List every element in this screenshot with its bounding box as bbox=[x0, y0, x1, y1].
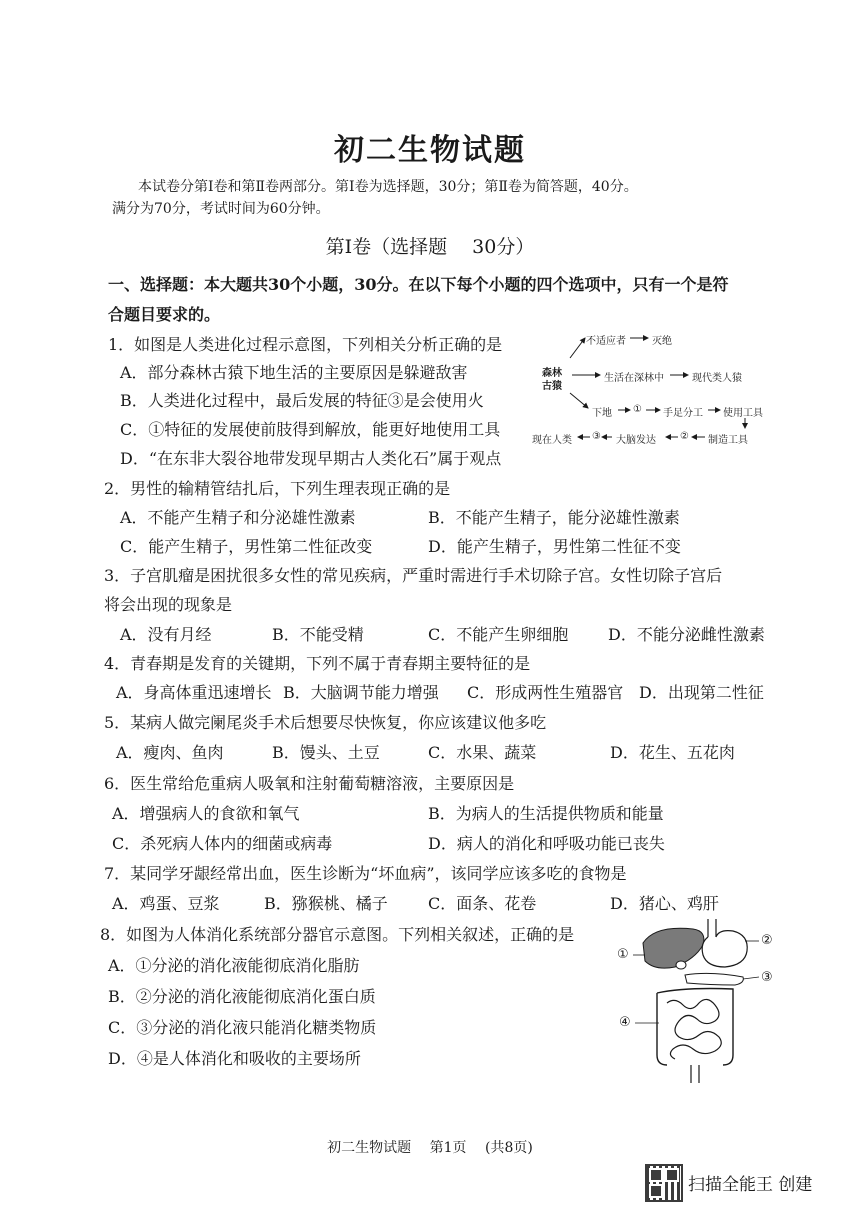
question-3-option-b: B．不能受精 bbox=[272, 625, 364, 644]
page-title: 初二生物试题 bbox=[334, 133, 526, 168]
question-4-option-b: B．大脑调节能力增强 bbox=[283, 683, 439, 702]
question-7-option-b: B．猕猴桃、橘子 bbox=[264, 894, 388, 913]
question-1-option-b: B．人类进化过程中，最后发展的特征③是会使用火 bbox=[120, 391, 484, 410]
evo-branch-top: 不适应者 bbox=[586, 336, 626, 347]
evo-step-3: ③ bbox=[592, 431, 601, 442]
question-5-option-b: B．馒头、土豆 bbox=[272, 743, 380, 762]
digestive-diagram bbox=[615, 915, 780, 1090]
digestive-label-4: ④ bbox=[619, 1015, 631, 1030]
question-5-option-c: C．水果、蔬菜 bbox=[428, 743, 537, 762]
question-2-option-c: C．能产生精子，男性第二性征改变 bbox=[120, 537, 373, 556]
question-8-option-a: A．①分泌的消化液能彻底消化脂肪 bbox=[108, 956, 360, 975]
question-5-option-d: D．花生、五花肉 bbox=[610, 743, 735, 762]
question-3-stem-2: 将会出现的现象是 bbox=[104, 595, 233, 614]
evo-branch-mid: 生活在深林中 bbox=[604, 373, 664, 384]
question-3-option-d: D．不能分泌雌性激素 bbox=[608, 625, 765, 644]
question-6-stem: 6．医生常给危重病人吸氧和注射葡萄糖溶液，主要原因是 bbox=[104, 774, 515, 793]
evo-step-brain: 大脑发达 bbox=[616, 435, 656, 446]
question-3-option-a: A．没有月经 bbox=[120, 625, 212, 644]
question-6-option-b: B．为病人的生活提供物质和能量 bbox=[428, 804, 664, 823]
evo-step-tool: 使用工具 bbox=[723, 408, 763, 419]
scanner-brand: 扫描全能王 创建 bbox=[688, 1175, 813, 1195]
evo-step-make: 制造工具 bbox=[708, 435, 748, 446]
evolution-diagram bbox=[530, 328, 790, 453]
question-2-option-b: B．不能产生精子，能分泌雄性激素 bbox=[428, 508, 680, 527]
evo-step-2: ② bbox=[680, 431, 689, 442]
intro-line-2: 满分为70分，考试时间为60分钟。 bbox=[112, 201, 330, 217]
question-2-stem: 2．男性的输精管结扎后，下列生理表现正确的是 bbox=[104, 479, 451, 498]
evo-step-end: 现在人类 bbox=[532, 435, 572, 446]
question-7-option-c: C．面条、花卷 bbox=[428, 894, 537, 913]
question-5-stem: 5．某病人做完阑尾炎手术后想要尽快恢复，你应该建议他多吃 bbox=[104, 713, 547, 732]
evo-start-line-2: 古猿 bbox=[542, 381, 562, 392]
question-6-option-d: D．病人的消化和呼吸功能已丧失 bbox=[428, 834, 665, 853]
question-3-stem: 3．子宫肌瘤是困扰很多女性的常见疾病，严重时需进行手术切除子宫。女性切除子宫后 bbox=[104, 566, 723, 585]
question-4-option-d: D．出现第二性征 bbox=[639, 683, 764, 702]
section-title: 第Ⅰ卷（选择题 30分） bbox=[325, 236, 535, 258]
intro-line-1: 本试卷分第Ⅰ卷和第Ⅱ卷两部分。第Ⅰ卷为选择题，30分；第Ⅱ卷为简答题，40分。 bbox=[138, 179, 638, 195]
question-8-option-d: D．④是人体消化和吸收的主要场所 bbox=[108, 1049, 361, 1068]
question-6-option-c: C．杀死病人体内的细菌或病毒 bbox=[112, 834, 333, 853]
digestive-label-2: ② bbox=[761, 933, 773, 948]
digestive-label-1: ① bbox=[617, 947, 629, 962]
question-7-option-a: A．鸡蛋、豆浆 bbox=[112, 894, 220, 913]
evo-step-1: ① bbox=[633, 404, 642, 415]
question-2-option-a: A．不能产生精子和分泌雄性激素 bbox=[120, 508, 356, 527]
question-1-option-c: C．①特征的发展使前肢得到解放，能更好地使用工具 bbox=[120, 420, 501, 439]
evo-start-line-1: 森林 bbox=[542, 368, 562, 379]
question-7-stem: 7．某同学牙龈经常出血，医生诊断为“坏血病”，该同学应该多吃的食物是 bbox=[104, 864, 627, 883]
page-footer: 初二生物试题 第1页 (共8页) bbox=[327, 1140, 533, 1156]
question-1-stem: 1．如图是人类进化过程示意图，下列相关分析正确的是 bbox=[108, 335, 503, 354]
question-7-option-d: D．猪心、鸡肝 bbox=[610, 894, 719, 913]
digestive-drawing bbox=[615, 915, 780, 1090]
question-1-option-d: D．“在东非大裂谷地带发现早期古人类化石”属于观点 bbox=[120, 449, 502, 468]
question-4-stem: 4．青春期是发育的关键期，下列不属于青春期主要特征的是 bbox=[104, 654, 531, 673]
qr-code-icon bbox=[645, 1164, 683, 1202]
question-6-option-a: A．增强病人的食欲和氧气 bbox=[112, 804, 300, 823]
evo-branch-mid-end: 现代类人猿 bbox=[692, 373, 742, 384]
question-3-option-c: C．不能产生卵细胞 bbox=[428, 625, 569, 644]
instructions-line-1: 一、选择题：本大题共30个小题，30分。在以下每个小题的四个选项中，只有一个是符 bbox=[108, 275, 729, 294]
question-4-option-c: C．形成两性生殖器官 bbox=[467, 683, 624, 702]
question-8-stem: 8．如图为人体消化系统部分器官示意图。下列相关叙述，正确的是 bbox=[100, 925, 575, 944]
digestive-label-3: ③ bbox=[761, 970, 773, 985]
question-8-option-b: B．②分泌的消化液能彻底消化蛋白质 bbox=[108, 987, 376, 1006]
question-5-option-a: A．瘦肉、鱼肉 bbox=[116, 743, 224, 762]
question-1-option-a: A．部分森林古猿下地生活的主要原因是躲避敌害 bbox=[120, 363, 468, 382]
instructions-line-2: 合题目要求的。 bbox=[108, 305, 221, 324]
question-8-option-c: C．③分泌的消化液只能消化糖类物质 bbox=[108, 1018, 377, 1037]
evo-branch-top-end: 灭绝 bbox=[652, 336, 672, 347]
question-2-option-d: D．能产生精子，男性第二性征不变 bbox=[428, 537, 681, 556]
evo-step-down: 下地 bbox=[592, 408, 612, 419]
evo-step-hand: 手足分工 bbox=[663, 408, 703, 419]
question-4-option-a: A．身高体重迅速增长 bbox=[116, 683, 272, 702]
